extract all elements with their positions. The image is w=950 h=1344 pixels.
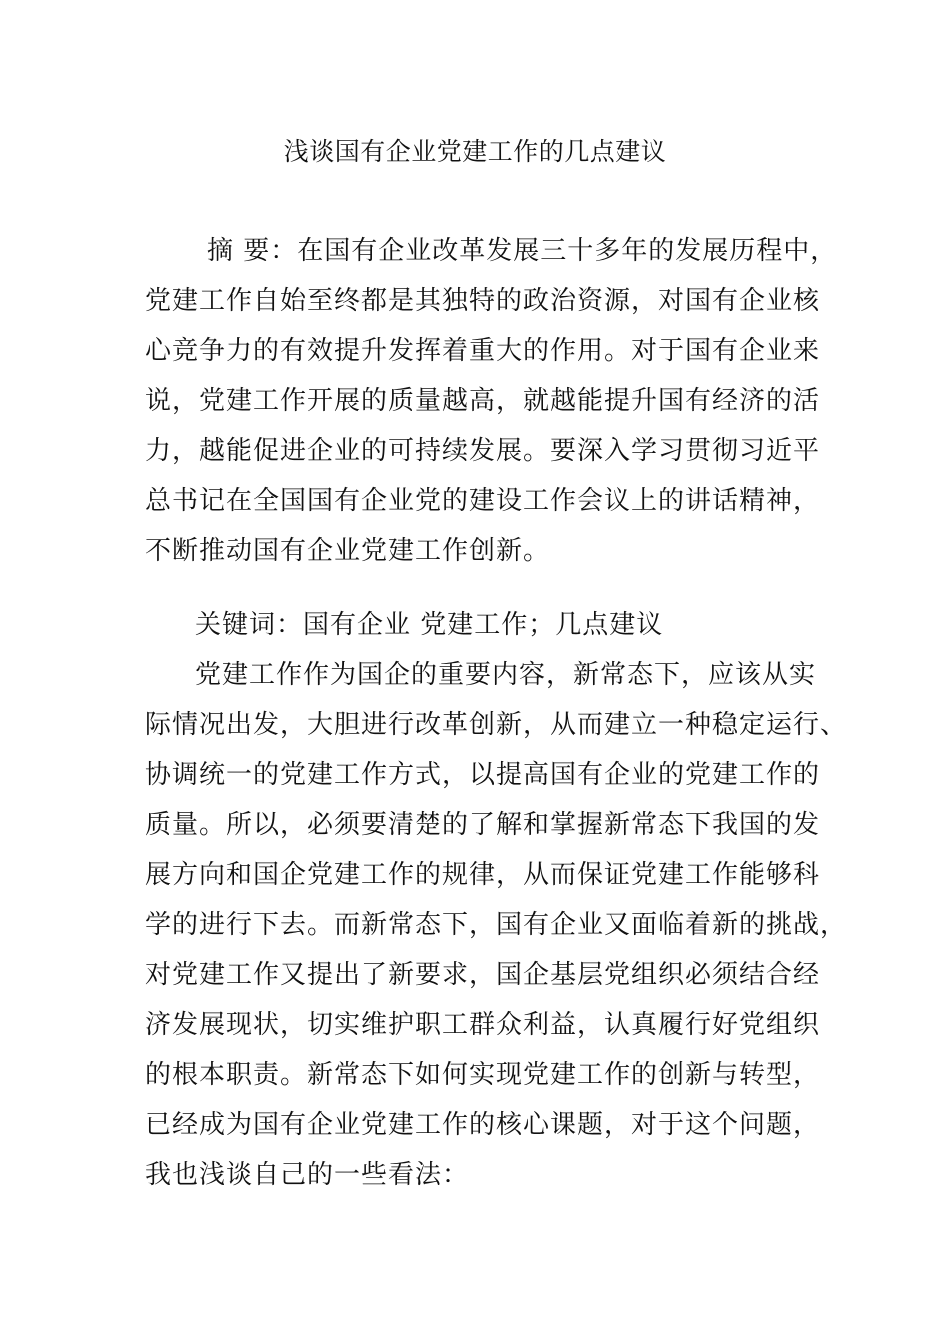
body-line: 已经成为国有企业党建工作的核心课题，对于这个问题， [145, 1110, 821, 1140]
body-line: 质量。所以，必须要清楚的了解和掌握新常态下我国的发 [145, 810, 821, 840]
body-line: 的根本职责。新常态下如何实现党建工作的创新与转型， [145, 1060, 821, 1090]
body-line: 协调统一的党建工作方式，以提高国有企业的党建工作的 [145, 760, 821, 790]
body-line: 对党建工作又提出了新要求，国企基层党组织必须结合经 [145, 960, 821, 990]
abstract-line: 心竞争力的有效提升发挥着重大的作用。对于国有企业来 [145, 336, 821, 366]
document-title: 浅谈国有企业党建工作的几点建议 [283, 137, 667, 166]
abstract-line: 摘 要：在国有企业改革发展三十多年的发展历程中， [207, 236, 838, 266]
keywords-line: 关键词：国有企业 党建工作；几点建议 [195, 610, 664, 640]
body-line: 学的进行下去。而新常态下，国有企业又面临着新的挑战， [145, 910, 848, 940]
abstract-line: 总书记在全国国有企业党的建设工作会议上的讲话精神， [145, 486, 821, 516]
body-line: 我也浅谈自己的一些看法： [145, 1160, 470, 1190]
abstract-line: 党建工作自始至终都是其独特的政治资源，对国有企业核 [145, 286, 821, 316]
body-line: 展方向和国企党建工作的规律，从而保证党建工作能够科 [145, 860, 821, 890]
abstract-line: 力，越能促进企业的可持续发展。要深入学习贯彻习近平 [145, 436, 821, 466]
abstract-line: 说，党建工作开展的质量越高，就越能提升国有经济的活 [145, 386, 821, 416]
body-line: 党建工作作为国企的重要内容，新常态下，应该从实 [195, 660, 817, 690]
abstract-line: 不断推动国有企业党建工作创新。 [145, 536, 551, 566]
body-line: 济发展现状，切实维护职工群众利益，认真履行好党组织 [145, 1010, 821, 1040]
body-line: 际情况出发，大胆进行改革创新，从而建立一种稳定运行、 [145, 710, 848, 740]
